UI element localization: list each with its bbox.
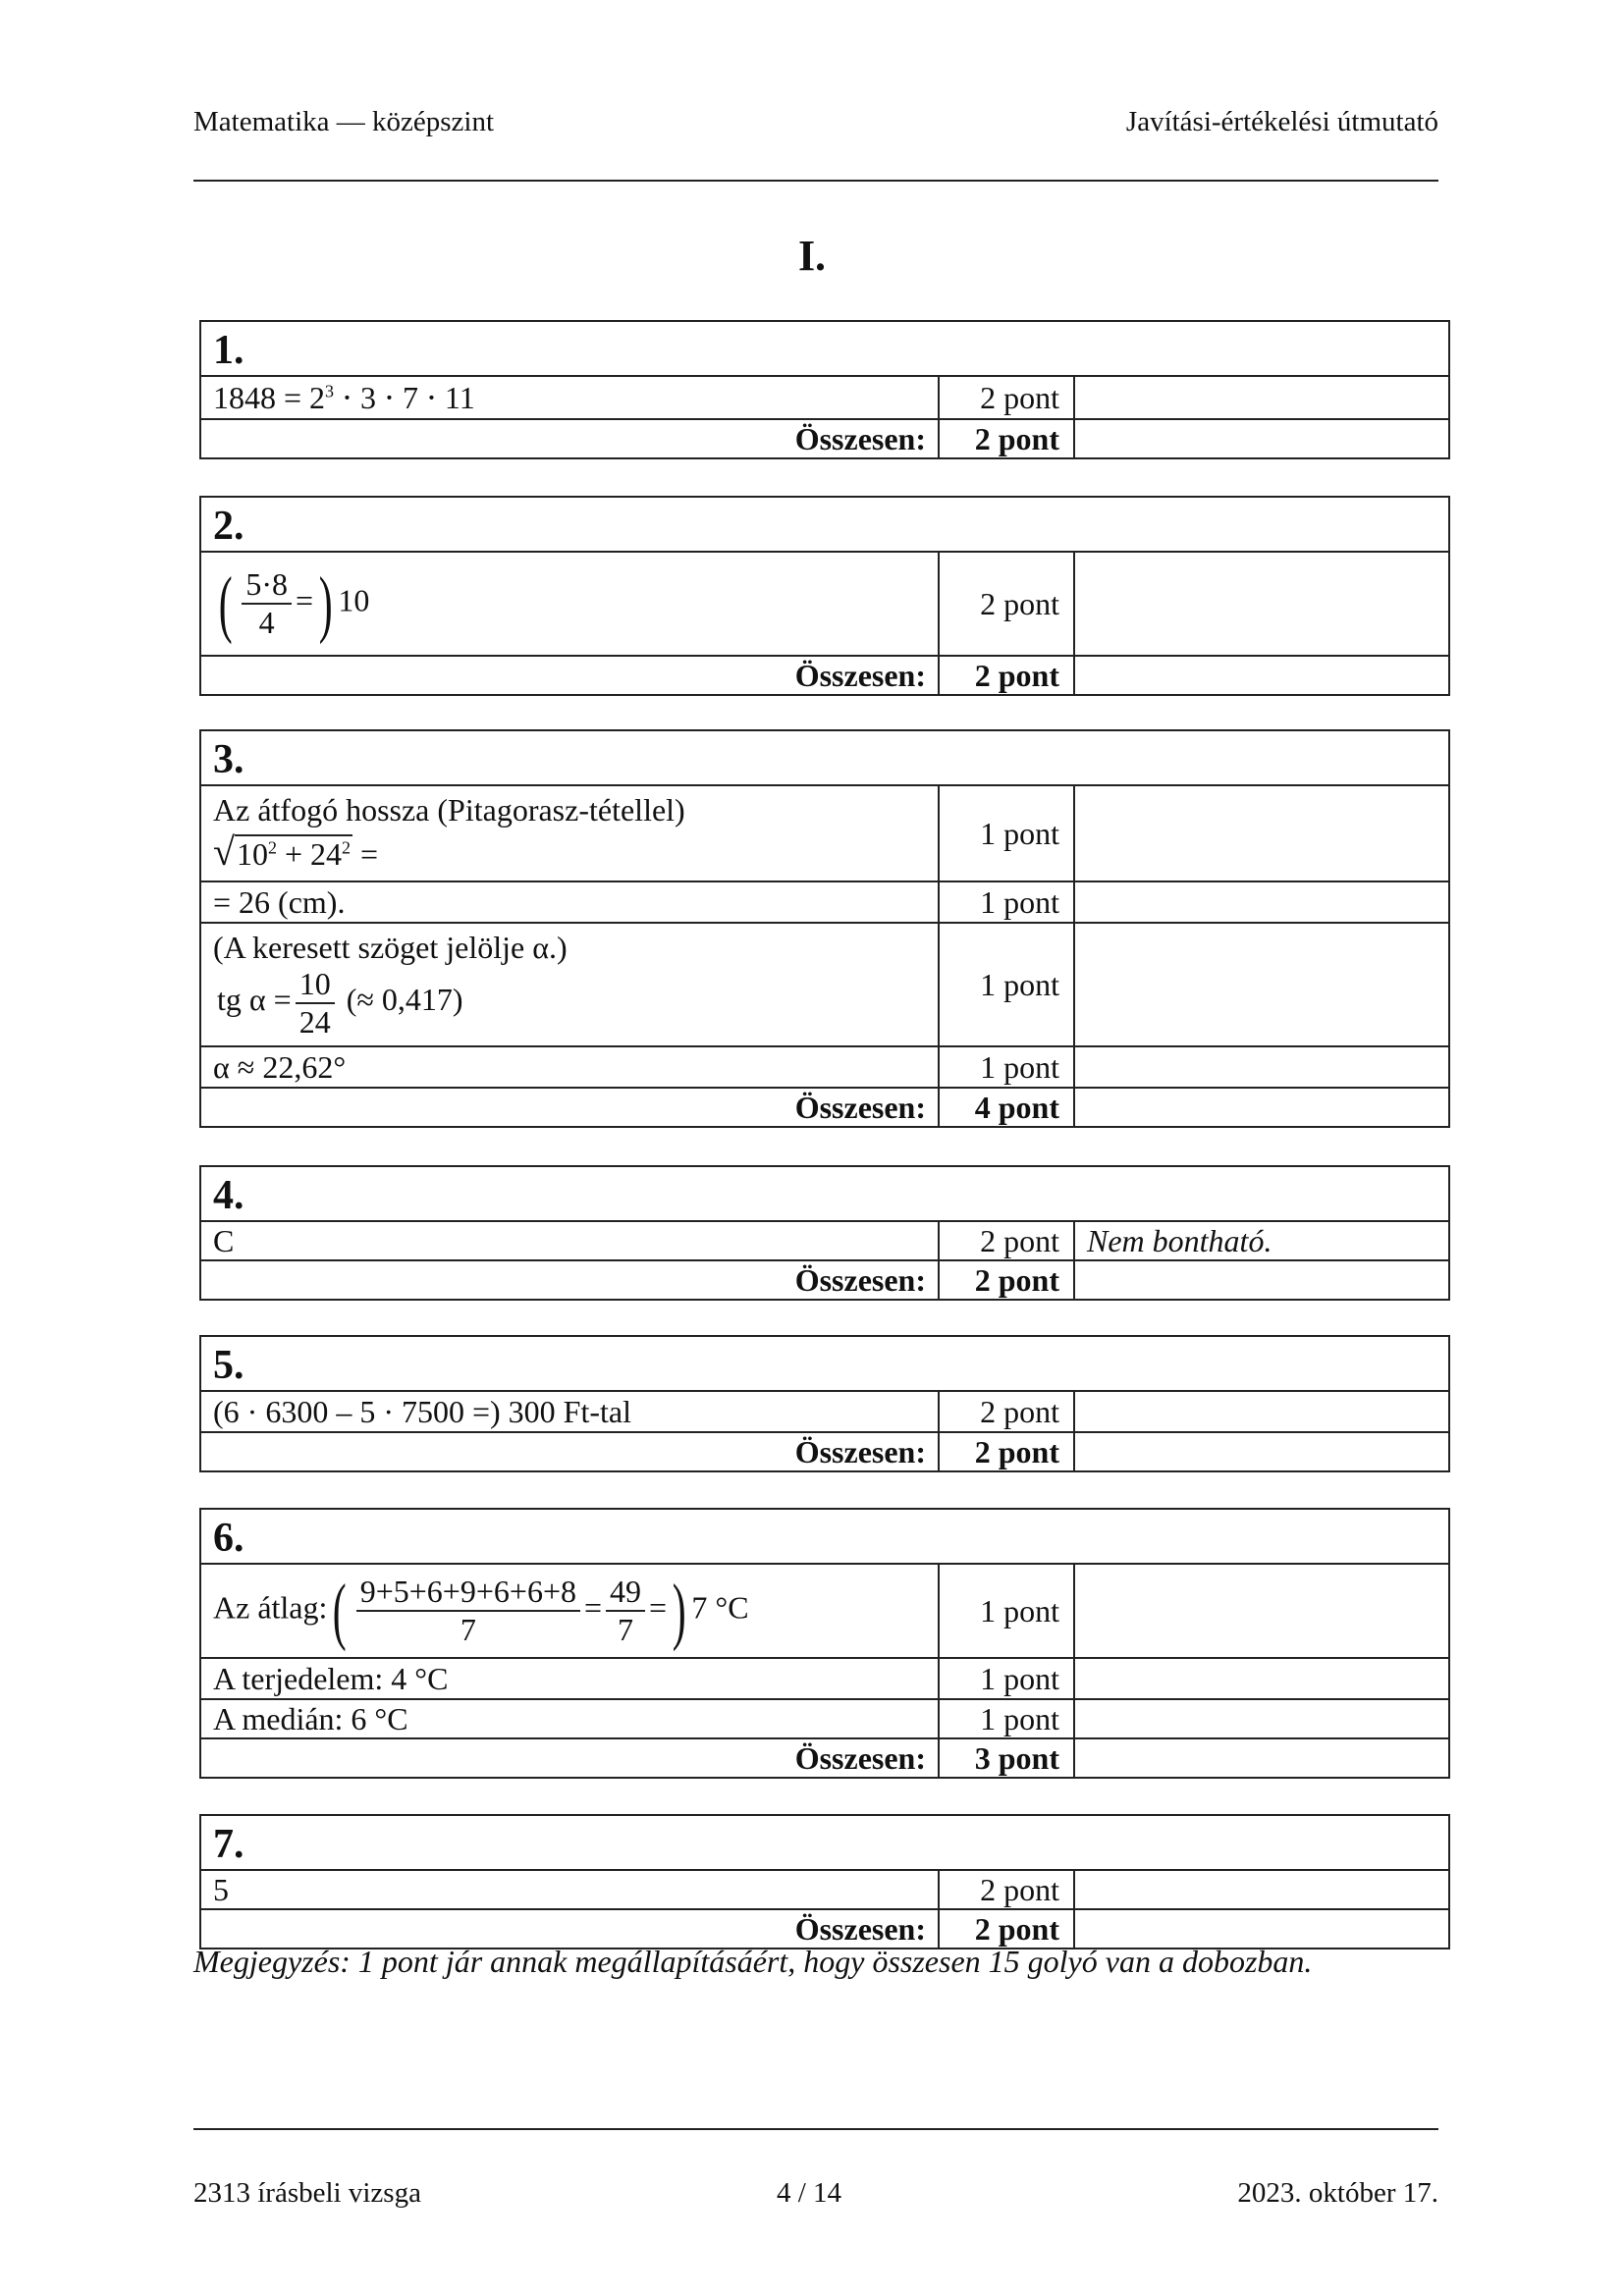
task-3-step-2: = 26 (cm). xyxy=(200,881,939,923)
task-6-mean: Az átlag:( $\frac{9+5+6+9+6+6+8}{7}$ = $\frac{49}{7}$ =) 7 °C xyxy=(200,1564,939,1658)
open-paren: ( xyxy=(333,1570,348,1652)
points-cell: 1 pont xyxy=(939,923,1074,1046)
points-cell: 1 pont xyxy=(939,785,1074,881)
remark-cell xyxy=(1074,881,1449,923)
total-label: Összesen: xyxy=(200,419,939,458)
footer-divider xyxy=(193,2128,1438,2130)
page-number: 4 / 14 xyxy=(777,2177,842,2209)
task-1-table xyxy=(199,320,1450,459)
fraction: $\frac{49}{7}$ xyxy=(606,1574,645,1648)
total-label: Összesen: xyxy=(200,1260,939,1300)
section-title: I. xyxy=(797,232,827,280)
remark-cell xyxy=(1074,1699,1449,1738)
total-points: 3 pont xyxy=(939,1738,1074,1778)
task-3-step-1: Az átfogó hossza (Pitagorasz-tétellel) $√10^2 + 24^2$ = xyxy=(200,785,939,881)
task-2-solution: ( $\frac{5\cdot 8}{4}$ =) 10 xyxy=(200,552,939,656)
points-cell: 1 pont xyxy=(939,1046,1074,1088)
remark-cell xyxy=(1074,1088,1449,1127)
task-7-table xyxy=(199,1814,1450,1949)
total-label: Összesen: xyxy=(200,1432,939,1471)
task-number: 6. xyxy=(200,1509,1449,1564)
points-cell: 1 pont xyxy=(939,1564,1074,1658)
task-number: 3. xyxy=(200,730,1449,785)
remark-cell xyxy=(1074,376,1449,419)
remark-cell xyxy=(1074,785,1449,881)
remark-cell xyxy=(1074,1432,1449,1471)
remark-cell xyxy=(1074,656,1449,695)
fraction: $\frac{5\cdot 8}{4}$ xyxy=(242,566,292,641)
remark-cell xyxy=(1074,419,1449,458)
task-5-solution: (6 · 6300 – 5 · 7500 =) 300 Ft-tal xyxy=(200,1391,939,1432)
total-points: 2 pont xyxy=(939,1432,1074,1471)
remark-cell xyxy=(1074,1260,1449,1300)
close-paren: ) xyxy=(318,562,333,645)
task-number: 7. xyxy=(200,1815,1449,1870)
fraction: $\frac{9+5+6+9+6+6+8}{7}$ xyxy=(356,1574,580,1648)
task-number: 4. xyxy=(200,1166,1449,1221)
remark-cell xyxy=(1074,1391,1449,1432)
points-cell: 1 pont xyxy=(939,1658,1074,1699)
remark-cell xyxy=(1074,1658,1449,1699)
remark-cell xyxy=(1074,1738,1449,1778)
total-points: 2 pont xyxy=(939,419,1074,458)
task-6-range: A terjedelem: 4 °C xyxy=(200,1658,939,1699)
remark-cell xyxy=(1074,923,1449,1046)
task-number: 2. xyxy=(200,497,1449,552)
points-cell: 2 pont xyxy=(939,1870,1074,1909)
points-cell: 2 pont xyxy=(939,376,1074,419)
task-number: 1. xyxy=(200,321,1449,376)
total-points: 2 pont xyxy=(939,1260,1074,1300)
total-label: Összesen: xyxy=(200,656,939,695)
total-points: 2 pont xyxy=(939,1909,1074,1949)
task-3-table xyxy=(199,729,1450,1128)
total-label: Összesen: xyxy=(200,1909,939,1949)
task-5-table xyxy=(199,1335,1450,1472)
remark-cell xyxy=(1074,1870,1449,1909)
task-7-note: Megjegyzés: 1 pont jár annak megállapításáért, hogy összesen 15 golyó van a dobozban. xyxy=(193,1944,1313,1979)
points-cell: 1 pont xyxy=(939,881,1074,923)
total-points: 2 pont xyxy=(939,656,1074,695)
total-points: 4 pont xyxy=(939,1088,1074,1127)
header-divider xyxy=(193,180,1438,182)
task-4-solution: C xyxy=(200,1221,939,1260)
footer-exam-code: 2313 írásbeli vizsga xyxy=(193,2177,421,2209)
remark-cell xyxy=(1074,1909,1449,1949)
task-7-solution: 5 xyxy=(200,1870,939,1909)
remark-cell xyxy=(1074,1046,1449,1088)
task-4-table xyxy=(199,1165,1450,1301)
points-cell: 2 pont xyxy=(939,1391,1074,1432)
remark-cell xyxy=(1074,1564,1449,1658)
header-subject: Matematika — középszint xyxy=(193,106,495,137)
footer-date: 2023. október 17. xyxy=(1237,2177,1438,2209)
fraction: $\frac{10}{24}$ xyxy=(296,966,335,1041)
task-3-step-3: (A keresett szöget jelölje α.) tg α = $\frac{10}{24}$ (≈ 0,417) xyxy=(200,923,939,1046)
task-number: 5. xyxy=(200,1336,1449,1391)
points-cell: 2 pont xyxy=(939,1221,1074,1260)
points-cell: 2 pont xyxy=(939,552,1074,656)
task-2-table xyxy=(199,496,1450,696)
total-label: Összesen: xyxy=(200,1738,939,1778)
remark-cell: Nem bontható. xyxy=(1074,1221,1449,1260)
page-header xyxy=(193,106,1438,138)
close-paren: ) xyxy=(672,1570,686,1652)
task-3-step-4: α ≈ 22,62° xyxy=(200,1046,939,1088)
open-paren: ( xyxy=(218,562,233,645)
task-1-solution: $1848 = 2^3 \cdot 3 \cdot 7 \cdot 11$ xyxy=(200,376,939,419)
task-6-table xyxy=(199,1508,1450,1779)
remark-cell xyxy=(1074,552,1449,656)
header-doc-type: Javítási-értékelési útmutató xyxy=(1125,106,1438,137)
total-label: Összesen: xyxy=(200,1088,939,1127)
task-6-median: A medián: 6 °C xyxy=(200,1699,939,1738)
points-cell: 1 pont xyxy=(939,1699,1074,1738)
